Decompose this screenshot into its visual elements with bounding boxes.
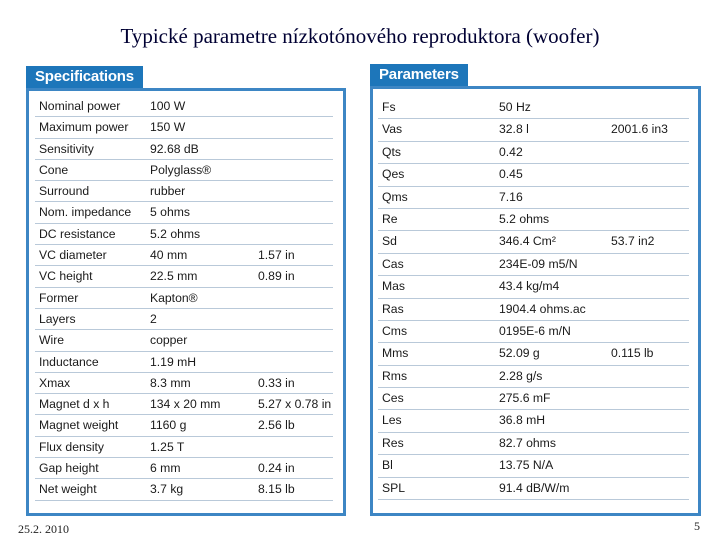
specifications-row <box>35 266 333 287</box>
specifications-value-cell: 1.25 T <box>150 439 185 454</box>
parameters-name-cell: Res <box>382 435 404 450</box>
parameters-name-cell: Les <box>382 413 402 428</box>
parameters-row <box>378 142 689 164</box>
parameters-value-cell: 5.2 ohms <box>499 211 550 226</box>
parameters-alt-cell: 53.7 in2 <box>611 234 655 249</box>
specifications-value-cell: 5.2 ohms <box>150 226 201 241</box>
parameters-name-cell: Qms <box>382 189 408 204</box>
parameters-alt-cell: 0.115 lb <box>611 346 654 361</box>
parameters-row <box>378 455 689 477</box>
specifications-name-cell: Xmax <box>39 375 71 390</box>
specifications-row <box>35 415 333 436</box>
parameters-value-cell: 43.4 kg/m4 <box>499 279 560 294</box>
specifications-row <box>35 330 333 351</box>
specifications-row <box>35 202 333 223</box>
specifications-row <box>35 117 333 138</box>
specifications-name-cell: Layers <box>39 311 76 326</box>
specifications-row <box>35 352 333 373</box>
specifications-name-cell: Former <box>39 290 79 305</box>
specifications-name-cell: Surround <box>39 184 90 199</box>
specifications-row <box>35 139 333 160</box>
specifications-header: Specifications <box>26 66 143 88</box>
parameters-name-cell: Mas <box>382 279 406 294</box>
specifications-value-cell: 2 <box>150 311 157 326</box>
parameters-value-cell: 346.4 Cm² <box>499 234 556 249</box>
parameters-name-cell: Sd <box>382 234 397 249</box>
parameters-value-cell: 36.8 mH <box>499 413 546 428</box>
specifications-name-cell: VC height <box>39 269 93 284</box>
specifications-value-cell: rubber <box>150 184 186 199</box>
parameters-value-cell: 0.42 <box>499 144 523 159</box>
specifications-value-cell: Kapton® <box>150 290 198 305</box>
specifications-name-cell: Wire <box>39 333 65 348</box>
parameters-name-cell: Qes <box>382 167 405 182</box>
parameters-name-cell: Fs <box>382 100 396 114</box>
specifications-row <box>35 479 333 500</box>
parameters-name-cell: Qts <box>382 144 401 159</box>
parameters-row <box>378 187 689 209</box>
specifications-value-cell: 40 mm <box>150 248 188 263</box>
specifications-alt-cell: 0.24 in <box>258 461 295 476</box>
specifications-name-cell: Magnet d x h <box>39 397 110 412</box>
specifications-value-cell: 8.3 mm <box>150 375 191 390</box>
parameters-name-cell: Mms <box>382 346 409 361</box>
specifications-value-cell: 6 mm <box>150 461 181 476</box>
parameters-name-cell: Ces <box>382 391 404 406</box>
page-number: 5 <box>694 519 700 533</box>
parameters-value-cell: 91.4 dB/W/m <box>499 480 570 495</box>
specifications-name-cell: Flux density <box>39 439 105 454</box>
specifications-alt-cell: 8.15 lb <box>258 482 295 497</box>
parameters-name-cell: Ras <box>382 301 404 316</box>
specifications-value-cell: 1.19 mH <box>150 354 197 369</box>
specifications-name-cell: Nominal power <box>39 99 121 113</box>
parameters-row <box>378 433 689 455</box>
parameters-row <box>378 209 689 231</box>
parameters-value-cell: 2.28 g/s <box>499 368 543 383</box>
slide-title: Typické parametre nízkotónového reproduktora (woofer) <box>120 24 600 48</box>
specifications-name-cell: Inductance <box>39 354 99 369</box>
parameters-row <box>378 276 689 298</box>
parameters-value-cell: 13.75 N/A <box>499 458 554 473</box>
specifications-panel <box>26 66 346 516</box>
specifications-name-cell: Magnet weight <box>39 418 119 433</box>
parameters-value-cell: 234E-09 m5/N <box>499 256 578 271</box>
specifications-value-cell: 134 x 20 mm <box>150 397 221 412</box>
specifications-value-cell: 92.68 dB <box>150 141 199 156</box>
specifications-value-cell: 100 W <box>150 99 186 113</box>
specifications-value-cell: Polyglass® <box>150 162 212 177</box>
specifications-row <box>35 458 333 479</box>
specifications-name-cell: Gap height <box>39 461 99 476</box>
parameters-name-cell: Cms <box>382 323 408 338</box>
parameters-alt-cell: 2001.6 in3 <box>611 122 668 137</box>
parameters-value-cell: 0.45 <box>499 167 523 182</box>
parameters-value-cell: 275.6 mF <box>499 391 551 406</box>
specifications-name-cell: Nom. impedance <box>39 205 132 220</box>
parameters-name-cell: Rms <box>382 368 408 383</box>
specifications-name-cell: DC resistance <box>39 226 116 241</box>
footer-date: 25.2. 2010 <box>18 522 69 536</box>
parameters-row <box>378 164 689 186</box>
specifications-name-cell: Maximum power <box>39 120 129 135</box>
parameters-row <box>378 343 689 365</box>
specifications-row <box>35 181 333 202</box>
specifications-row <box>35 394 333 415</box>
specifications-value-cell: copper <box>150 333 188 348</box>
parameters-header: Parameters <box>370 64 468 86</box>
specifications-row <box>35 437 333 458</box>
specifications-row <box>35 288 333 309</box>
parameters-row <box>378 366 689 388</box>
parameters-name-cell: Vas <box>382 122 403 137</box>
parameters-name-cell: Cas <box>382 256 404 271</box>
specifications-row <box>35 245 333 266</box>
specifications-row <box>35 224 333 245</box>
parameters-panel <box>370 64 701 516</box>
specifications-alt-cell: 0.33 in <box>258 375 295 390</box>
parameters-value-cell: 50 Hz <box>499 100 531 114</box>
specifications-value-cell: 1160 g <box>150 418 187 433</box>
specifications-row <box>35 309 333 330</box>
parameters-table <box>378 97 689 500</box>
parameters-value-cell: 0195E-6 m/N <box>499 323 571 338</box>
specifications-alt-cell: 0.89 in <box>258 269 295 284</box>
parameters-value-cell: 32.8 l <box>499 122 529 137</box>
parameters-name-cell: Re <box>382 211 398 226</box>
parameters-value-cell: 52.09 g <box>499 346 540 361</box>
parameters-value-cell: 82.7 ohms <box>499 435 556 450</box>
specifications-row <box>35 373 333 394</box>
parameters-row <box>378 478 689 500</box>
specifications-alt-cell: 5.27 x 0.78 in <box>258 397 332 412</box>
specifications-value-cell: 3.7 kg <box>150 482 184 497</box>
parameters-row <box>378 97 689 119</box>
specifications-value-cell: 22.5 mm <box>150 269 198 284</box>
parameters-row <box>378 410 689 432</box>
parameters-name-cell: SPL <box>382 480 406 495</box>
parameters-row <box>378 119 689 141</box>
specifications-name-cell: VC diameter <box>39 248 107 263</box>
parameters-row <box>378 388 689 410</box>
parameters-row <box>378 321 689 343</box>
parameters-row <box>378 299 689 321</box>
specifications-row <box>35 160 333 181</box>
specifications-name-cell: Sensitivity <box>39 141 94 156</box>
specifications-name-cell: Net weight <box>39 482 97 497</box>
parameters-row <box>378 254 689 276</box>
parameters-value-cell: 7.16 <box>499 189 523 204</box>
parameters-row <box>378 231 689 253</box>
specifications-alt-cell: 2.56 lb <box>258 418 295 433</box>
specifications-name-cell: Cone <box>39 162 69 177</box>
specifications-value-cell: 5 ohms <box>150 205 190 220</box>
parameters-name-cell: Bl <box>382 458 393 473</box>
specifications-alt-cell: 1.57 in <box>258 248 295 263</box>
specifications-value-cell: 150 W <box>150 120 186 135</box>
specifications-table <box>35 96 333 501</box>
specifications-row <box>35 96 333 117</box>
parameters-value-cell: 1904.4 ohms.ac <box>499 301 586 316</box>
